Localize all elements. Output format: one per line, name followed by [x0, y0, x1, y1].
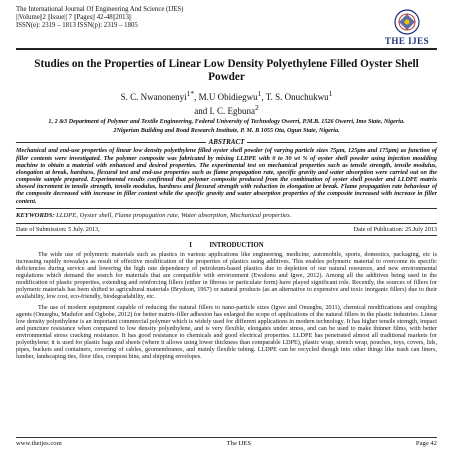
- abstract-label: ABSTRACT: [208, 138, 245, 147]
- section-heading: [16, 242, 437, 250]
- journal-logo: [381, 8, 433, 46]
- journal-name: The International Journal Of Engineering And Science (IJES): [16, 6, 184, 13]
- abstract-text: Mechanical and end-use properties of linear low density polyethylene filled oyster shell powder (of varying particle sizes 75μm, 125μm and 175μm) as function of filler contents were investigated. The polymer composite was fabricated by mixing LLDPE with 0 to 30 wt % of oyster shell powder using injection moulding machine to obtain a material with enhanced and desired properties. The experimental test on mechanical properties such as tensile strength, tensile modulus, elongation at break, hardness, flexural test and end-use properties such as flame propagation rate, specific gravity and water absorption were carried out on the composite sample prepared. Experimental results confirmed that polymer composite produced from the combination of oyster shell powder and LLDPE matrix showed increment in tensile strength, tensile modulus, hardness and flexural strength with reduction in elongation at break. Flame propagation rate behaviour of the composite decreased with increase in filler content while the specific gravity and water absorption properties of the composite increased with increase in filler content.: [16, 147, 437, 205]
- section-number: I: [189, 241, 192, 249]
- journal-issn: ISSN(e): 2319 – 1813 ISSN(p): 2319 – 1805: [16, 22, 138, 29]
- publication-date: Date of Publication: 25.July 2013: [353, 225, 437, 233]
- section-title: INTRODUCTION: [209, 241, 264, 249]
- authors: [16, 89, 437, 116]
- footer-page: Page 42: [415, 440, 437, 447]
- abstract-rule-right: [247, 142, 437, 143]
- paper-title: Studies on the Properties of Linear Low Density Polyethylene Filled Oyster Shell Powder: [34, 58, 419, 83]
- authors-line-2: and I. C. Egbuna$^2$: [194, 102, 259, 116]
- dates-row: [16, 224, 437, 235]
- dates-bottom-rule: [16, 235, 437, 236]
- footer-journal: The IJES: [226, 440, 251, 447]
- body-text: [16, 251, 437, 361]
- journal-header: [16, 6, 437, 46]
- paragraph-1: The wide use of polymeric materials such as plastics in various applications like engineering, medicine, automobile, sports, domestics, packaging, etc is increasing rapidly nowadays as result of effective modification of the properties of plastics using additives. This enables polymeric material to overcome its specific deficiencies during service and lowering the high rate dependency of petroleum-based plastics due to depletion of our natural resources, and new environmental regulations which demand the search for materials that are compatible with environment (Ewulonu and Igwe, 2012). Among all the additives being used in the modification of plastic properties, extending and reinforcing fillers (either in fibrous or particulate form) have played significant role. Recently, the sources of fillers for polymeric materials has been shifted to agricultural materials (Brydson, 1967) or natural products (as an alternative to expensive and toxic inorganic fillers) due to their availability, low cost, eco-friendly, biodegradability, etc.: [16, 250, 437, 300]
- submission-date: Date of Submission: 5 July. 2013,: [16, 225, 100, 233]
- keywords-label: KEYWORDS:: [16, 211, 55, 219]
- keywords: [16, 212, 437, 220]
- footer-url[interactable]: www.theijes.com: [16, 440, 62, 447]
- authors-line-1: S. C. Nwanonenyi$^{1*}$, M.U Obidiegwu$^1$, T. S. Onuchukwu$^1$: [120, 89, 333, 102]
- journal-volume: ||Volume||2 ||Issue|| 7 ||Pages|| 42-48||2013||: [16, 14, 132, 21]
- abstract-end-rule: [16, 208, 437, 209]
- logo-emblem-icon: [381, 8, 433, 38]
- logo-text: THE IJES: [384, 36, 430, 46]
- paragraph-2: The use of modern equipment capable of reducing the natural fillers to nano-particle sizes (Igwe and Onuegbu, 2011), chemical modifications and coupling agents (Onuegbu, Madufor and Ogbobe, 2012) for better matrix-filler adhesion has enlarged the scope of applications of the natural fillers in the plastic industries. Linear low density polyethylene is an important commercial polymer which is widely used for different applications in modern technology. It has higher tensile strength, impact and puncture resistance when compared to low density polyethylene, and is very flexible, elongates under stress, and can be used to make thinner films, with better environmental stress cracking resistance. It has good resistance to chemicals and good electrical properties. LLDPE has penetrated almost all traditional markets for polyethylene; it is used for plastic bags and sheets (where it allows using lower thickness than comparable LDPE), plastic wrap, stretch wrap, pouches, toys, covers, lids, pipes, buckets and containers, covering of cables, geomembranes, and mainly flexible tubing. LLDPE can be recycled though into other things like trash can liners, lumber, landscaping ties, floor tiles, compost bins, and shipping envelopes.: [16, 303, 437, 361]
- page-footer: [16, 437, 437, 447]
- abstract-heading: [16, 138, 437, 146]
- abstract-rule-left: [16, 142, 206, 143]
- affiliation-1: 1, 2 &3 Department of Polymer and Textile Engineering, Federal University of Technology Owerri, P.M.B. 1526 Owerri, Imo State, Nigeria.: [48, 118, 405, 125]
- affiliation-2: 2Nigerian Building and Road Research Institute, P. M. B 1055 Ota, Ogun State, Nigeria.: [113, 127, 340, 135]
- header-rule: [16, 48, 437, 50]
- keywords-text: LLDPE, Oyster shell, Flame propagation rate, Water absorption, Mechanical properties.: [56, 211, 292, 219]
